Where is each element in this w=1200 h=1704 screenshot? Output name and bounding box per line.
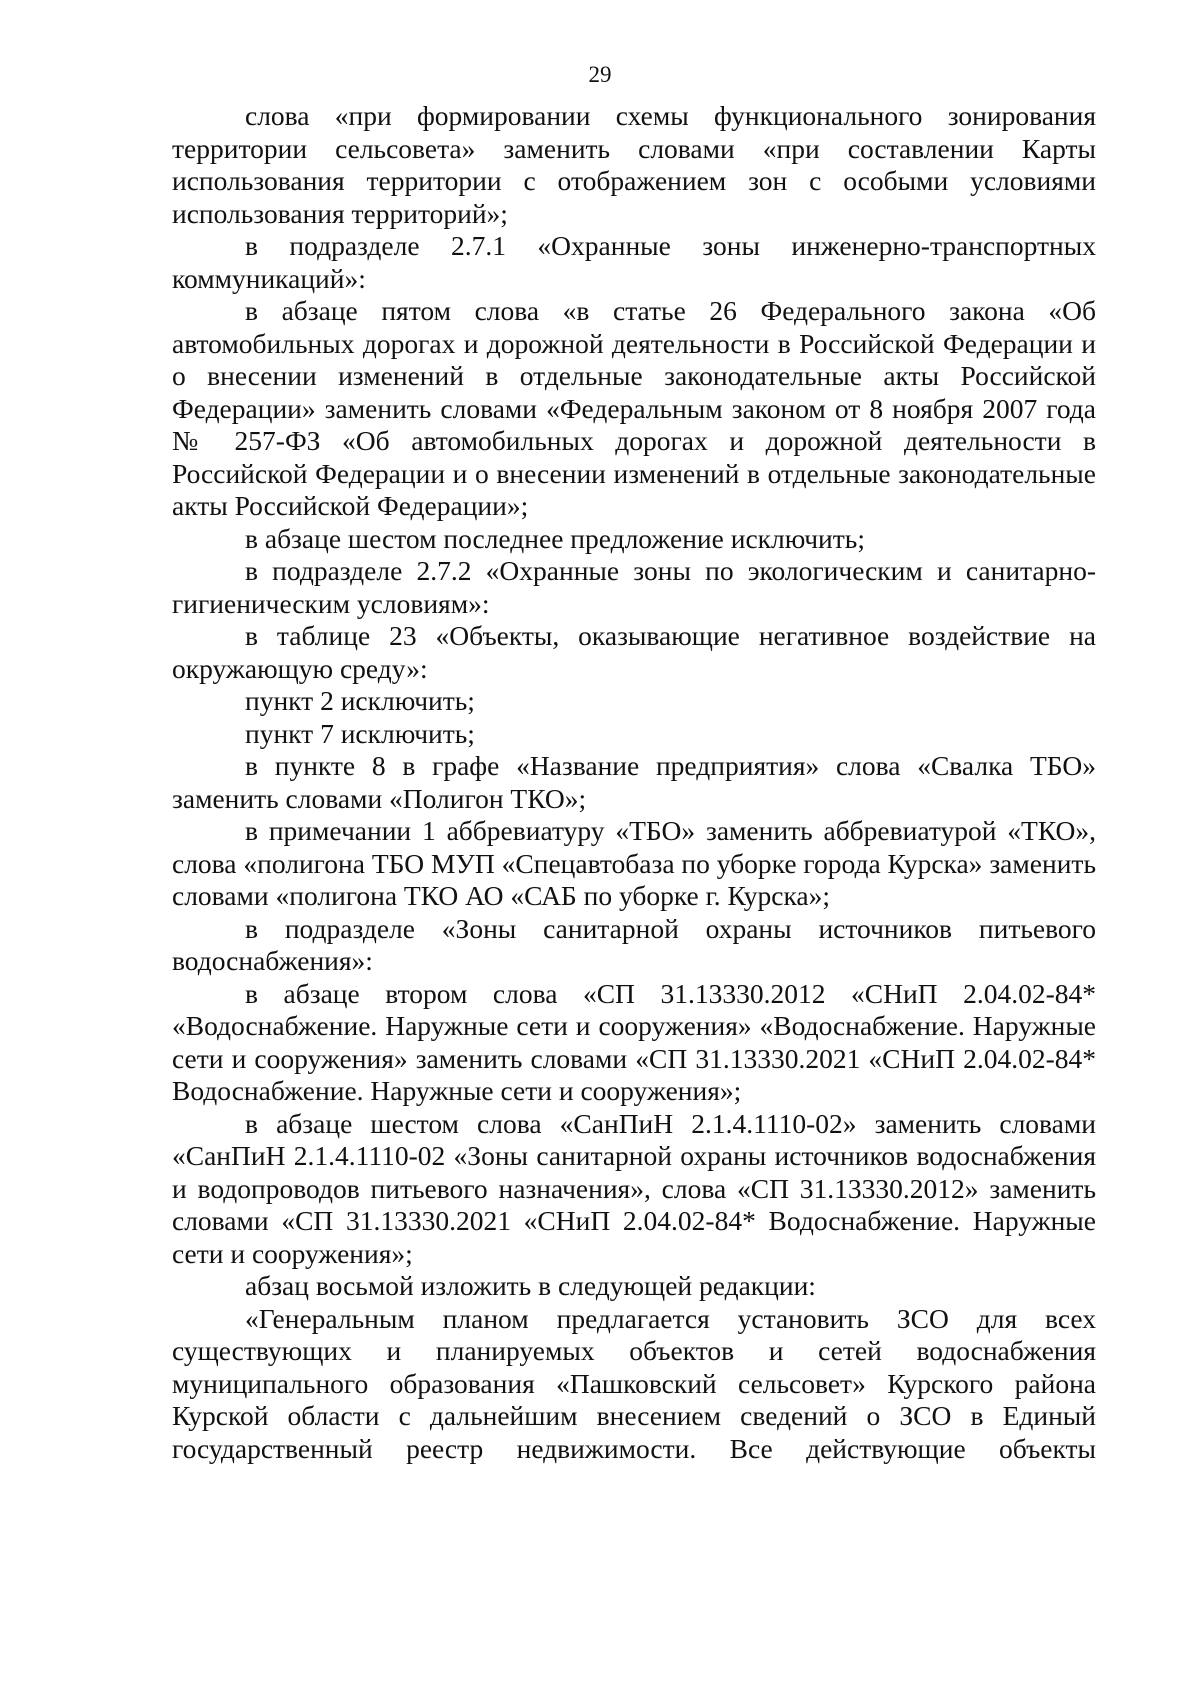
document-body	[172, 100, 1096, 1465]
paragraph: пункт 2 исключить;	[245, 685, 475, 716]
paragraph: в подразделе «Зоны санитарной охраны источников питьевого водоснабжения»:	[172, 912, 1096, 976]
paragraph: пункт 7 исключить;	[245, 717, 475, 749]
paragraph: абзац восьмой изложить в следующей редакции:	[245, 1270, 816, 1301]
paragraph: в абзаце шестом последнее предложение исключить;	[245, 522, 865, 554]
paragraph: в примечании 1 аббревиатуру «ТБО» заменить аббревиатурой «ТКО», слова «полигона ТБО МУП «Спецавтобаза по уборке города Курска» заменить словами «полигона ТКО АО «САБ по уборке г. Курска»;	[172, 815, 1096, 911]
paragraph: в абзаце шестом слова «СанПиН 2.1.4.1110-02» заменить словами «СанПиН 2.1.4.1110-02 «Зоны санитарной охраны источников водоснабжения и водопроводов питьевого назначения», слова «СП 31.13330.2012» заменить словами «СП 31.13330.2021 «СНиП 2.04.02-84* Водоснабжение. Наружные сети и сооружения»;	[172, 1107, 1096, 1269]
paragraph: в подразделе 2.7.1 «Охранные зоны инженерно-транспортных коммуникаций»:	[172, 230, 1096, 294]
paragraph: в пункте 8 в графе «Название предприятия» слова «Свалка ТБО» заменить словами «Полигон ТКО»;	[172, 750, 1096, 814]
page-number: 29	[588, 62, 612, 87]
paragraph: «Генеральным планом предлагается установить ЗСО для всех существующих и планируемых объектов и сетей водоснабжения муниципального образования «Пашковский сельсовет» Курского района Курской области с дальнейшим внесением сведений о ЗСО в Единый государственный реестр недвижимости. Все действующие объекты	[172, 1302, 1096, 1464]
paragraph: в абзаце втором слова «СП 31.13330.2012 «СНиП 2.04.02-84* «Водоснабжение. Наружные сети и сооружения» «Водоснабжение. Наружные сети и сооружения» заменить словами «СП 31.13330.2021 «СНиП 2.04.02-84* Водоснабжение. Наружные сети и сооружения»;	[172, 977, 1096, 1106]
paragraph: в таблице 23 «Объекты, оказывающие негативное воздействие на окружающую среду»:	[172, 620, 1096, 684]
paragraph: в подразделе 2.7.2 «Охранные зоны по экологическим и санитарно-гигиеническим условиям»:	[172, 555, 1096, 619]
paragraph: в абзаце пятом слова «в статье 26 Федерального закона «Об автомобильных дорогах и дорожной деятельности в Российской Федерации и о внесении изменений в отдельные законодательные акты Российской Федерации» заменить словами «Федеральным законом от 8 ноября 2007 года № 257-ФЗ «Об автомобильных дорогах и дорожной деятельности в Российской Федерации и о внесении изменений в отдельные законодательные акты Российской Федерации»;	[172, 295, 1096, 521]
paragraph: слова «при формировании схемы функционального зонирования территории сельсовета» заменить словами «при составлении Карты использования территории с отображением зон с особыми условиями использования территорий»;	[172, 100, 1096, 229]
